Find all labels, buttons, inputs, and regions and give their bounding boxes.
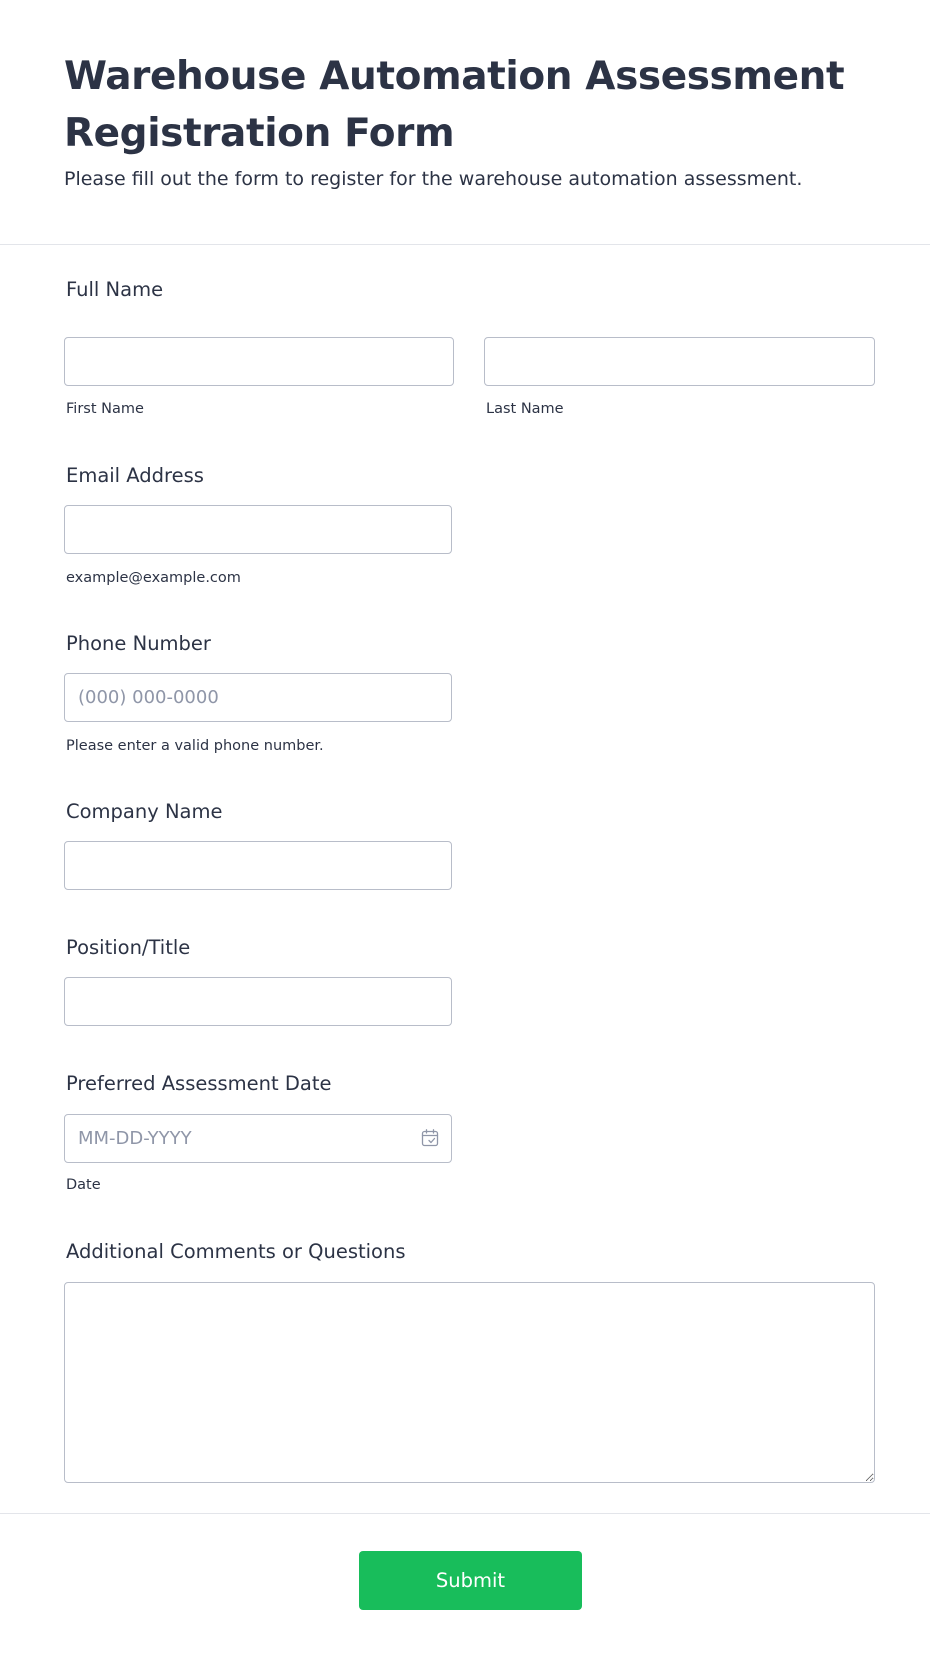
- first-name-input[interactable]: [64, 337, 454, 386]
- email-sublabel: example@example.com: [66, 570, 241, 586]
- calendar-icon[interactable]: [420, 1128, 440, 1148]
- assessment-date-input[interactable]: [64, 1114, 452, 1163]
- email-label: Email Address: [66, 464, 204, 487]
- form-title: Warehouse Automation Assessment Registration Form: [64, 54, 845, 156]
- position-label: Position/Title: [66, 936, 191, 959]
- first-name-sublabel: First Name: [66, 401, 144, 417]
- assessment-date-sublabel: Date: [66, 1177, 101, 1193]
- comments-textarea[interactable]: [64, 1282, 875, 1483]
- company-input[interactable]: [64, 841, 452, 890]
- position-input[interactable]: [64, 977, 452, 1026]
- company-label: Company Name: [66, 800, 223, 823]
- assessment-date-wrapper: [64, 1114, 452, 1163]
- phone-sublabel: Please enter a valid phone number.: [66, 738, 324, 754]
- last-name-sublabel: Last Name: [486, 401, 564, 417]
- email-input[interactable]: [64, 505, 452, 554]
- phone-input[interactable]: [64, 673, 452, 722]
- form-header: [0, 0, 930, 245]
- footer-divider: [0, 1513, 930, 1514]
- assessment-date-label: Preferred Assessment Date: [66, 1072, 332, 1095]
- comments-label: Additional Comments or Questions: [66, 1240, 406, 1263]
- phone-label: Phone Number: [66, 632, 211, 655]
- full-name-label: Full Name: [66, 278, 164, 301]
- form-subtitle: Please fill out the form to register for the warehouse automation assessment.: [64, 168, 803, 190]
- submit-button[interactable]: Submit: [359, 1551, 582, 1610]
- last-name-input[interactable]: [484, 337, 875, 386]
